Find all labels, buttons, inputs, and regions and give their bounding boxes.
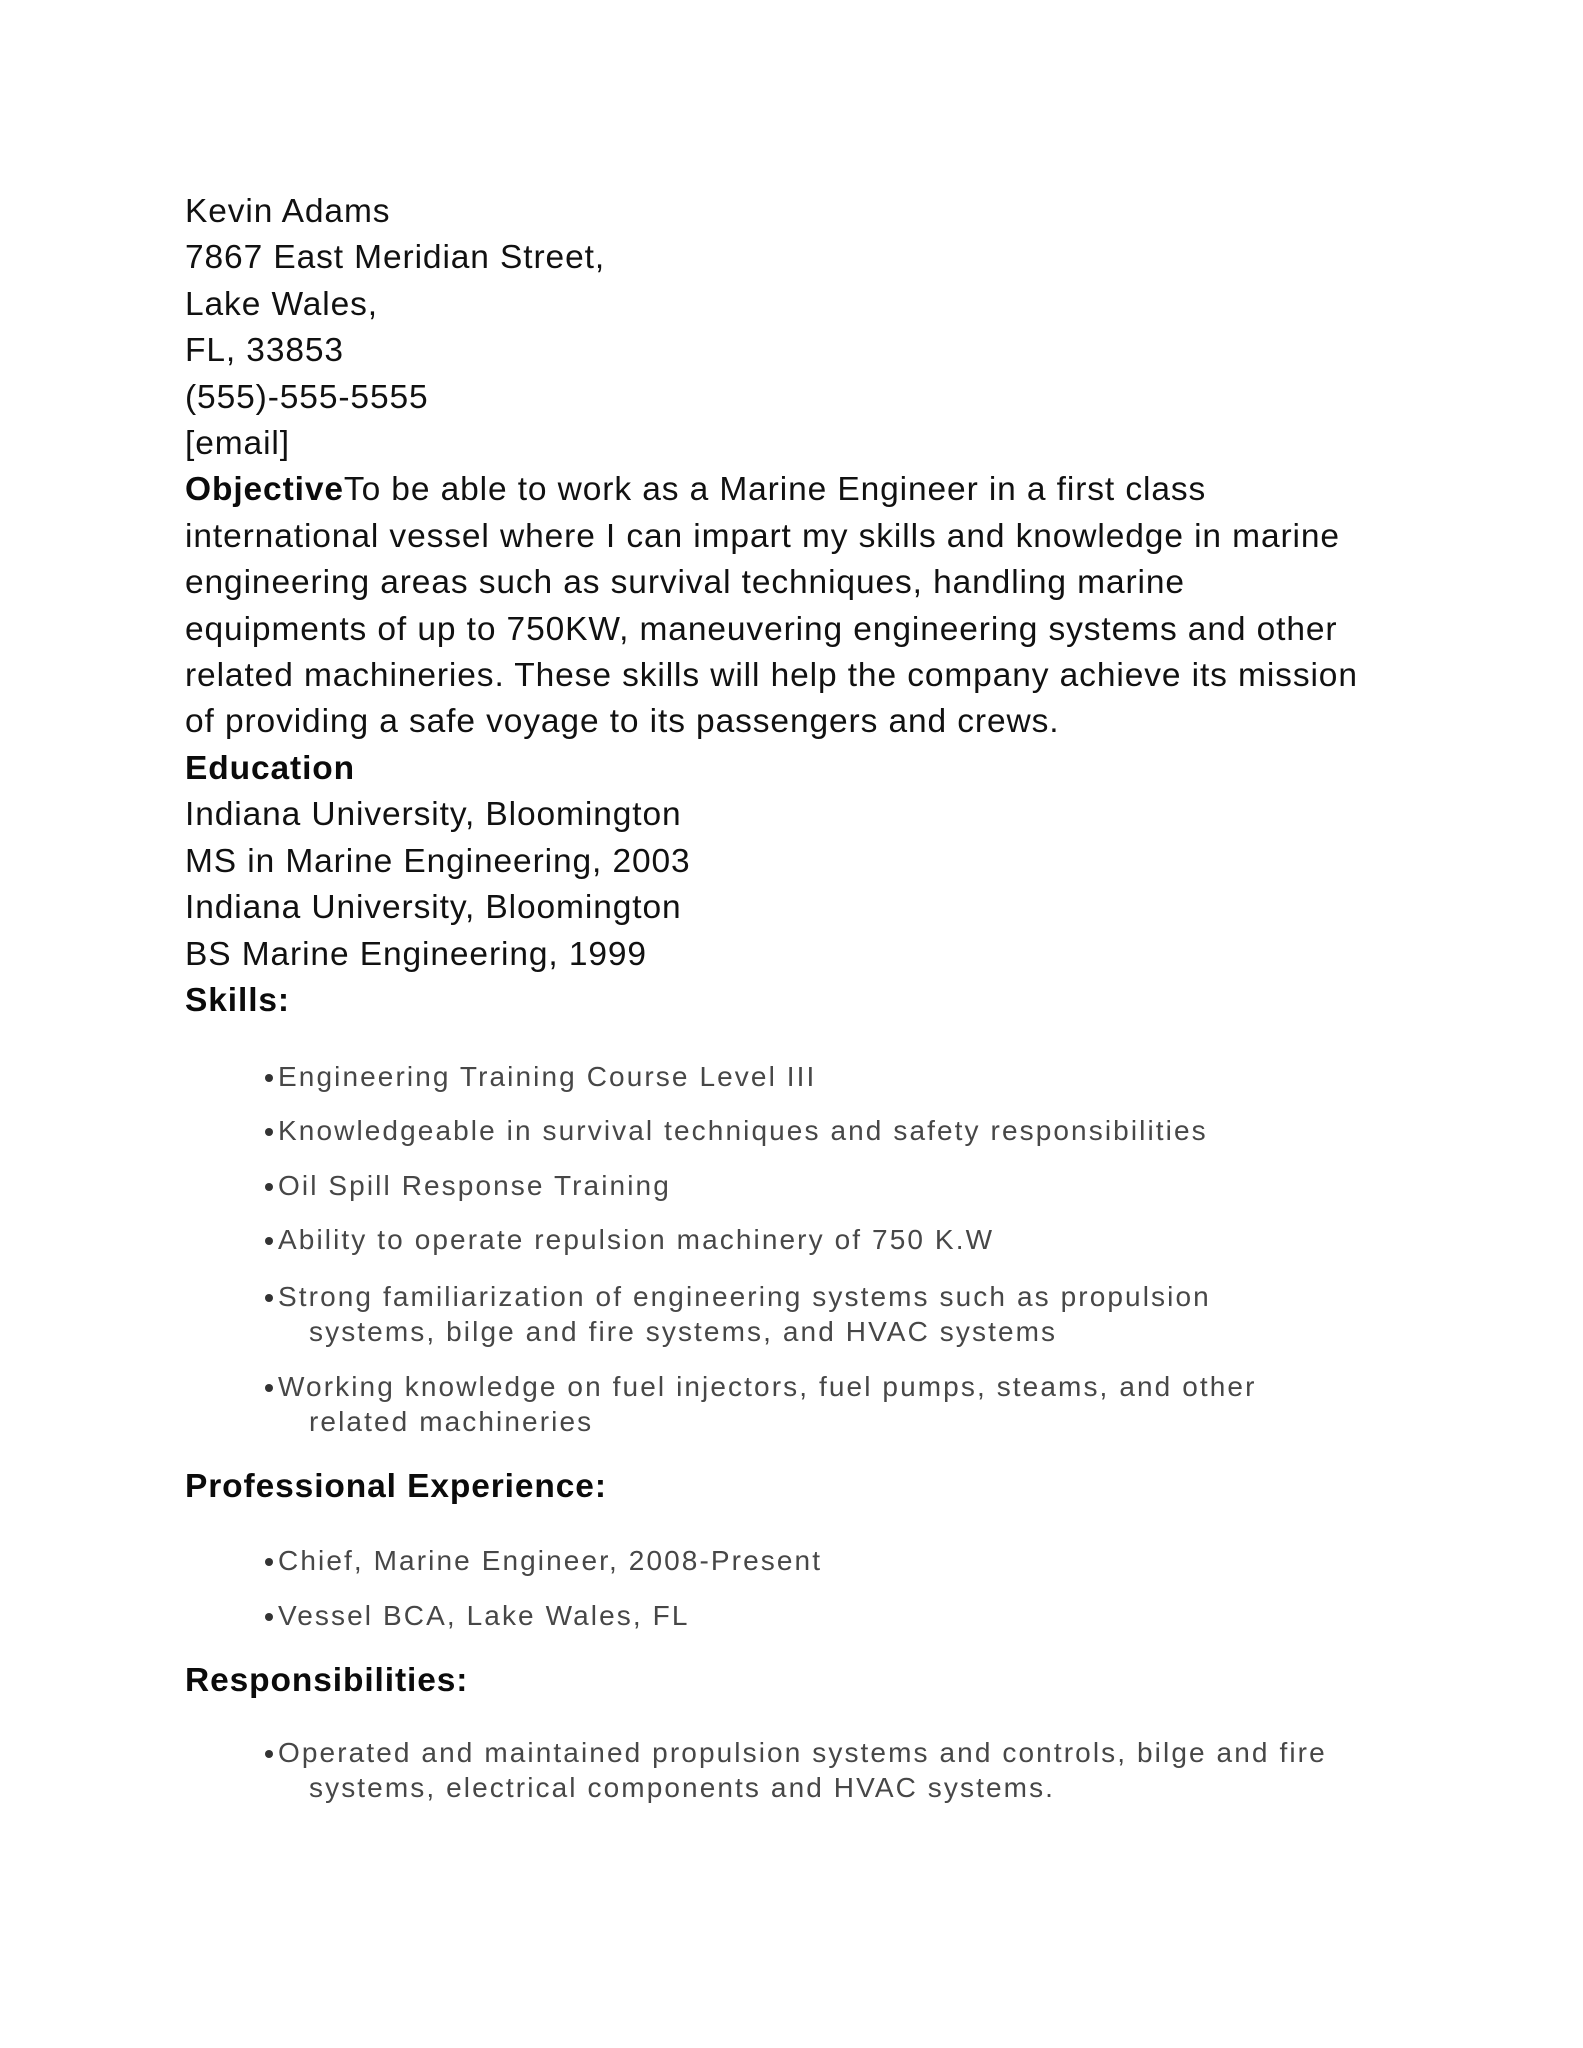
experience-item bbox=[262, 1544, 1412, 1579]
education-line-1: Indiana University, Bloomington bbox=[185, 796, 682, 834]
skill-text: Working knowledge on fuel injectors, fuel pumps, steams, and other bbox=[278, 1371, 1257, 1402]
skill-item bbox=[262, 1114, 1412, 1149]
skill-item bbox=[262, 1169, 1412, 1204]
skill-text: Oil Spill Response Training bbox=[278, 1170, 671, 1201]
responsibilities-heading: Responsibilities: bbox=[185, 1662, 469, 1699]
skill-text-continued: systems, bilge and fire systems, and HVAC systems bbox=[309, 1315, 1058, 1347]
contact-state-zip: FL, 33853 bbox=[185, 332, 344, 370]
skill-text: Knowledgeable in survival techniques and safety responsibilities bbox=[278, 1115, 1208, 1146]
education-line-3: Indiana University, Bloomington bbox=[185, 889, 682, 927]
experience-text: Vessel BCA, Lake Wales, FL bbox=[278, 1600, 690, 1631]
bullet-icon bbox=[265, 1750, 273, 1758]
objective-line-3: engineering areas such as survival techniques, handling marine bbox=[185, 564, 1185, 602]
contact-email: [email] bbox=[185, 425, 290, 463]
objective-line-4: equipments of up to 750KW, maneuvering engineering systems and other bbox=[185, 610, 1338, 648]
objective-line-5: related machineries. These skills will help the company achieve its mission bbox=[185, 657, 1358, 695]
skill-item bbox=[262, 1370, 1412, 1439]
objective-line-6: of providing a safe voyage to its passengers and crews. bbox=[185, 703, 1060, 741]
bullet-icon bbox=[265, 1128, 273, 1136]
skill-text: Engineering Training Course Level III bbox=[278, 1061, 817, 1092]
responsibility-text: Operated and maintained propulsion systems and controls, bilge and fire bbox=[278, 1737, 1327, 1768]
bullet-icon bbox=[265, 1613, 273, 1621]
objective-line-1 bbox=[185, 467, 1415, 513]
responsibility-text-continued: systems, electrical components and HVAC systems. bbox=[309, 1771, 1056, 1803]
skills-heading: Skills: bbox=[185, 981, 290, 1019]
objective-text-1: To be able to work as a Marine Engineer in a first class bbox=[343, 471, 1207, 509]
skill-text: Strong familiarization of engineering systems such as propulsion bbox=[278, 1281, 1211, 1312]
skill-item bbox=[262, 1280, 1412, 1349]
contact-city: Lake Wales, bbox=[185, 285, 378, 323]
contact-street: 7867 East Meridian Street, bbox=[185, 239, 606, 277]
skill-text-continued: related machineries bbox=[309, 1405, 594, 1437]
education-line-2: MS in Marine Engineering, 2003 bbox=[185, 842, 691, 880]
bullet-icon bbox=[265, 1237, 273, 1245]
objective-line-2: international vessel where I can impart my skills and knowledge in marine bbox=[185, 517, 1340, 555]
experience-item bbox=[262, 1599, 1412, 1634]
contact-phone: (555)-555-5555 bbox=[185, 378, 429, 416]
skill-item bbox=[262, 1223, 1412, 1258]
responsibility-item bbox=[262, 1736, 1412, 1805]
bullet-icon bbox=[265, 1183, 273, 1191]
bullet-icon bbox=[265, 1294, 273, 1302]
education-heading: Education bbox=[185, 749, 356, 787]
skill-text: Ability to operate repulsion machinery of 750 K.W bbox=[278, 1224, 995, 1255]
experience-text: Chief, Marine Engineer, 2008-Present bbox=[278, 1545, 823, 1576]
experience-heading: Professional Experience: bbox=[185, 1468, 607, 1505]
bullet-icon bbox=[265, 1558, 273, 1566]
education-line-4: BS Marine Engineering, 1999 bbox=[185, 935, 647, 973]
contact-name: Kevin Adams bbox=[185, 193, 391, 230]
resume-header-block bbox=[185, 189, 1415, 1024]
skill-item bbox=[262, 1060, 1412, 1095]
bullet-icon bbox=[265, 1074, 273, 1082]
objective-label: Objective bbox=[185, 471, 344, 509]
bullet-icon bbox=[265, 1384, 273, 1392]
